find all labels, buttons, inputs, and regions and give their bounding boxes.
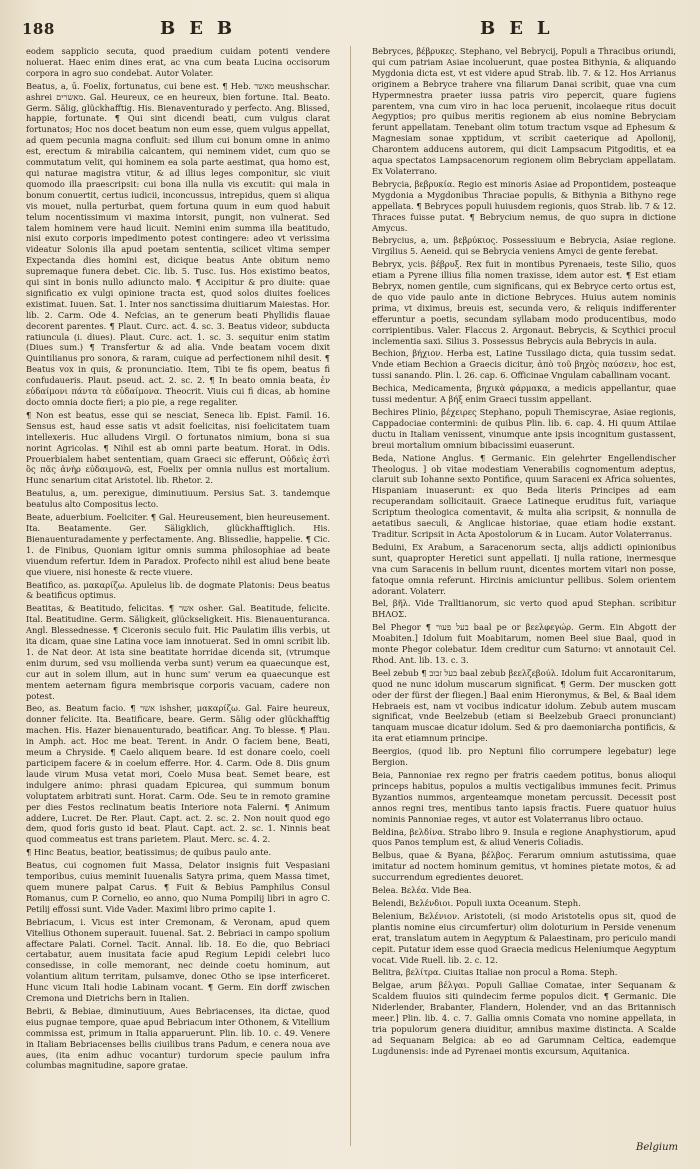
entry-text: Beatitas, & Beatitudo, felicitas. ¶ אשר osher. Gal. Beatitude, felicite. Ital. Beatitudine. Germ. Säligkeit, glückseligkeit. His. Bienauenturanca. Angl. Blessednesse. ¶ Ciceronis seculo fuit. Hic Paulatim illis verbis, ut ita dicam, quae sine Latina voce iam innotuerat. Sed in omni scribit lib. 1. de Nat deor. At ista sine beatitate horridae dicenda sit, (vtrumque enim durum, sed vsu mollienda verba sunt) verum ea quaecunque est, cur aut in solem illum, aut in hunc sum' verum ea quaecunque est mentem aeternam figura membrisque corporis vacuam, cadere non potest. [26, 603, 330, 701]
running-head-left: BEB [160, 18, 247, 39]
running-head-right: BEL [480, 18, 564, 39]
entry-text: Beatus, a, ū. Foelix, fortunatus, cui bene est. ¶ Heb. מאשר meushschar. ashrei מאשרים. Gal. Heureux, ce en heureux, bien fortune. Ital. Beato. Germ. Sälig, glückhafftig. His. Bienaventurado y perfecto. Ang. Blissed, happie, fortunate. ¶ Qui sint dicendi beati, cum vulgus clarat fortunatos; Hoc nos docet beatum non eum esse, quem vulgus appellat, ad quem pecunia magna confluit: sed illum cui bonum omne in animo est, erectum & mirabilia calcantem, qui neminem videt, cum quo se commutatum velit, qui hominem ea sola parte aestimat, qua homo est, qui naturae magistra vtitur, & ad illius leges componitur, sic viuit quomodo illa praescripsit: cui bona illa nulla vis excutit: qui mala in bonum conuertit, certus iudicii, inconcussus, intrepidus, quem si aliqua vis mouet, nulla perturbat, quem fortuna quum in eum quod habuit telum nocentissimum vi maxima intorsit, pungit, non vulnerat. Sed talem hominem vere haud licuit. Nemini enim summa illa beatitudo, nisi exuto corporis impedimento potest contingere: adeo vt verissima videatur Solonis illa apud poetam sententia, scilicet vltima semper Expectanda dies homini est, dicique beatus Ante obitum nemo supremaque funera debet. Cic. lib. 5. Tusc. Ius. Hos existimo beatos, qui sint in bonis nullo adiuncto malo. ¶ Accipitur & pro diuite: quae significatio ex vulgi opinione tracta est, quod solos diuites foelices existimat. Iuuen. Sat. 1. Inter nos sanctissima diuitiarum Maiestas. Hor. lib. 2. Carm. Ode 4. Nefcias, an te generum beati Phyllidis flauae decorent parentes. ¶ Plaut. Curc. act. 4. sc. 3. Beatus videor, subducta ratiuncula (i. diues). Plaut. Curc. act. 1. sc. 3. sequitur enim statim (Diues sum.) ¶ Transfertur & ad alia. Vnde beatam vocem dixit Quintilianus pro sonora, & raram, cuique ad perfectionem nihil desit. ¶ Beatus vox in quis, & pronunciatio. Item, Tibi te fis opem, beatus fi confudaueris. Plaut. pseud. act. 2. sc. 2. ¶ In beato omnia beata, ἐν εὐδαίμονι πάντα τὰ εὐδαίμονα. Theocrit. Viuis cui fi dicas, ab homine docto omnia docte fieri; a pio pie, a rege regaliter. [26, 80, 330, 407]
entry-text: Bebryces, βέβρυκες. Stephano, vel Bebrycij, Populi a Thracibus oriundi, qui cum patriam Asiae incoluerunt, quae postea Bithynia, & aliquando Mygdonia dicta est, vt est videre apud Strab. lib. 7. & 12. Hos Arrianus originem a Bebryce trahere vna filiarum Danai scribit, quae vna cum Hypermnestra praeter iussa patris viro pepercit, quare fugiens parentem, vna cum viro in hac loca peruenit, incolaeque ritus docuit Aegyptios; pro quibus meritis regionem ab eius nomine Bebryciam ferunt appellatam. Tenebant olim totum tractum vsque ad Ephesum & Magnesiam sonae xpptidum, vt scribit caeterique ad Apollonij, Charontem adducens autorem, qui dicit Lampsacum Pitgoditis, et ea aqua spectatos Lampsacenorum regionem olim Bebryciam appellatam. Ex Volaterrano. [372, 46, 676, 176]
entry-text: Beda, Natione Anglus. ¶ Germanic. Ein gelehrter Engellendischer Theologus. ] ob vitae modestiam Venerabilis cognomentum adeptus, claruit sub Iohanne sexto Pontifice, quum Saraceni ex Africa soluentes, Hispaniam inuaserunt: ex quo Beda literis Principes ad eam recuperandam sollicitauit. Graece Latineque eruditus fuit, variaque Scriptum theologica comentavit, & multa alia scripsit, & nonnulla de aetatibus saeculi, & Anglicae historiae, quae etiam hodie exstant. Traditur. Scripsit in Acta Apostolorum & in Lucam. Autor Volaterranus. [372, 452, 676, 539]
entry-text: Beatifico, as. μακαρίζω. Apuleius lib. de dogmate Platonis: Deus beatus & beatificus optimus. [26, 579, 330, 601]
page-number: 188 [22, 20, 55, 38]
entry-text: Belenium, Βελένιον. Aristoteli, (si modo Aristotelis opus sit, quod de plantis nomine eius circumfertur) olim doloturium in Perside venenum erat, translatum autem in Aegyptum & Palaestinam, pro periculo mandi cepit. Putatur idem esse quod Graecia medicus Heleniumque Aegyptum vocat. Vide Ruell. lib. 2. c. 12. [372, 910, 676, 965]
entry-text: Belea. Βελέα. Vide Bea. [372, 885, 472, 896]
entry-text: Bechires Plinio, βέχειρες Stephano, populi Themiscyrae, Asiae regionis, Cappadociae contermini: de quibus Plin. lib. 6. cap. 4. Hi quum Attilae ductu in Italiam venissent, vinumque ante ipsis incognitum gustassent, breui mortalium omnium bibacissimi euaserunt. [372, 407, 676, 450]
entry-text: eodem sapplicio secuta, quod praedium cuidam potenti vendere noluerat. Haec enim dines erat, ac vna cum beata Lucina occisorum corpora in agro suo condebat. Autor Volater. [26, 46, 330, 78]
entry-text: Beatus, cui cognomen fuit Massa, Delator insignis fuit Vespasiani temporibus, cuius meminit Iuuenalis Satyra prima, quem Massa timet, quem munere palpat Carus. ¶ Fuit & Bebius Pamphilus Consul Romanus, cum P. Cornelio, eo anno, quo Numa Pompilij libri in agro C. Petilij effossi sunt. Vide Vader. Maximi libro primo capite 1. [26, 860, 330, 914]
entry-text: Beia, Pannoniae rex regno per fratris caedem potitus, bonus alioqui princeps habitus, populos a multis vectigalibus immunes fecit. Primus Byzantios nummos, argenteamque monetam percussit. Decessit post annos regni tres, mentibus tanto iapsis fractis. Fuere quatuor huius nominis Pannoniae reges, vt autor est Volaterranus libro octauo. [372, 770, 676, 824]
entry-text: Bebriacum, i. Vicus est inter Cremonam, & Veronam, apud quem Vitellius Othonem superauit. Iuuenal. Sat. 2. Bebriaci in campo spolium affectare Palati. Cornel. Tacit. Annal. lib. 18. Eo die, quo Bebriaci certabatur, auem inusitata facie apud Regium Lepidi celebri luco consedisse, in colle memorant, nec deinde coetu hominum, aut volantium alitum territam, pulsamve, donec Otho se ipse interficeret. Hunc vicum Itali hodie Labinam vocant. ¶ Germ. Ein dorff zwischen Cremona und Dietrichs bern in Italien. [26, 916, 330, 1004]
entry-text: Bel, βῆλ. Vide Tralltianorum, sic verto quod apud Stephan. scribitur ΒΗΛΟΣ. [372, 598, 676, 620]
entry-text: Beergios, (quod lib. pro Neptuni filio corrumpere legebatur) lege Bergion. [372, 746, 676, 768]
entry-text: Belitra, βελίτρα. Ciuitas Italiae non procul a Roma. Steph. [372, 967, 618, 978]
entry-text: Beldina, βελδίνα. Strabo libro 9. Insula e regione Anaphystiorum, apud quos Panos templum est, & aliud Veneris Coliadis. [372, 826, 676, 848]
entry-text: Bebrycia, βεβρυκία. Regio est minoris Asiae ad Propontidem, posteaque Mygdonia a Mygdonibus Thraciae populis, & Bithynia a Bithyno rege appellata. ¶ Bebryces populi huiusdem regionis, quos Strab. lib. 7 & 12. Thraces fuisse putat. ¶ Bebrycium nemus, de quo supra in dictione Amycus. [372, 178, 676, 233]
entry-text: Belbus, quae & Byana, βέλβος. Ferarum omnium astutissima, quae imitatur ad noctem hominum gemitus, vt homines pietate motos, & ad succurrendum egredientes deuoret. [372, 850, 676, 883]
entry-text: Bebryx, ycis. βέβρυξ. Rex fuit in montibus Pyrenaeis, teste Silio, quos etiam a Pyrene illius filia nomen traxisse, idem autor est. ¶ Est etiam Bebryx, nomen gentile, cum significans, qui ex Bebryce certo ortus est, de quo vide paulo ante in dictione Bebryces. Huius autem nominis prima, vt diximus, breuis est, secunda vero, & reliquis indifferenter efferuntur a poetis, secundam syllabam modo producentibus, modo corripientibus. Valer. Flaccus 2. Argonaut. Bebrycis, & Scythici procul inclementia saxi. Silius 3. Possessus Bebrycis aula Bebrycis in aula. [372, 259, 676, 346]
entry-text: Bebrycius, a, um. βεβρύκιος. Possessiuum e Bebrycia, Asiae regione. Virgilius 5. Aeneid. qui se Bebrycia veniens Amyci de gente ferebat. [372, 235, 676, 257]
entry-text: Beatulus, a, um. perexigue, diminutiuum. Persius Sat. 3. tandemque beatulus alto Compositus lecto. [26, 488, 330, 510]
entry-text: Beo, as. Beatum facio. ¶ אשר ishsher, μακαρίζω. Gal. Faire heureux, donner felicite. Ita. Beatificare, beare. Germ. Sälig oder glückhafftig machen. His. Hazer bienauenturado, beatificar. Ang. To blesse. ¶ Plau. in Amph. act. Hoc me beat. Terent. in Andr. O faciem bene, Beati, meum a Chryside. ¶ Caelo aliquem beare. Id est donare coelo, coeli participem facere & in coelum efferre. Hor. 4. Carm. Ode 8. Diis gnum laude virum Musa vetat mori, Coelo Musa beat. Semet beare, est indulgere animo: phrasi quadam Epicurea, qui summum bonum voluptatem arbitrati sunt. Horat. Carm. Ode. Seu te in remoto gramine per dies Festos reclinatum beatis Interiore nota Falerni. ¶ Animum addere, Lucret. De Rer. Plaut. Capt. act. 2. sc. 2. Non nouit quod ego dem, quod foris gusto id beat. Plaut. Capt. act. 2. sc. 1. Ninnis beat quod commeatus est trans parietem. Plaut. Merc. sc. 4. 2. [26, 703, 330, 845]
catchword: Belgium [636, 1142, 678, 1153]
entry-text: Beate, aduerbium. Foeliciter. ¶ Gal. Heureusement, bien heureusement. Ita. Beatamente. Ger. Säligklich, glückhafftiglich. His. Bienauenturadamente y perfectamente. Ang. Blissedlie, happelie. ¶ Cic. 1. de Finibus, Quoniam igitur omnis summa philosophiae ad beate viuendum refertur. Idem in Paradox. Profecto nihil est aliud bene beate que viuere, nisi honeste & recte viuere. [26, 512, 330, 577]
entry-text: Belendi, Βελένδιοι. Populi iuxta Oceanum. Steph. [372, 897, 581, 908]
entry-text: Bel Phegor ¶ בעל פעור baal pe or βεελφεγώρ. Germ. Ein Abgott der Moabiten.] Idolum fuit Moabitarum, nomen Beel siue Baal, quod in monte Phegor colebatur. Idem creditur cum Saturno: vt annotauit Cel. Rhod. Ant. lib. 13. c. 3. [372, 622, 676, 665]
right-column [372, 46, 676, 1154]
entry-text: Bechica, Medicamenta, βηχικὰ φάρμακα, a medicis appellantur, quae tussi medentur. A βήξ enim Graeci tussim appellant. [372, 383, 676, 405]
entry-text: Bechion, βήχιον. Herba est, Latine Tussilago dicta, quia tussim sedat. Vnde etiam Bechion a Graecis dicitur, ἀπὸ τοῦ βηχὸς παύσειν, hoc est, tussi sanando. Plin. l. 26. cap. 6. Officinae Vngulam caballinam vocant. [372, 348, 676, 381]
entry-text: Bebrii, & Bebiae, diminutiuum, Aues Bebriacenses, ita dictae, quod eius pugnae tempore, quae apud Bebriacum inter Othonem, & Vitellium commissa est, primum in Italia apparuerunt. Plin. lib. 10. c. 49. Venere in Italiam Bebriacenses bellis ciuilibus trans Padum, e cenera noua ave aues, (ita enim adhuc vocantur) turdorum specie paulum infra columbas magnitudine, sapore gratae. [26, 1005, 330, 1071]
entry-text: ¶ Hinc Beatus, beatior, beatissimus; de quibus paulo ante. [26, 847, 272, 858]
entry-text: Beduini, Ex Arabum, a Saracenorum secta, alijs addicti opinionibus sunt, quapropter Heretici sunt appellati. Ij nulla ratione, inermesque vna cum Saracenis in bellum ruunt, dicentes mortem vitari non posse, fatoque omnia referunt. Hircinis amiciuntur pellibus. Solem orientem adorant. Volaterr. [372, 541, 676, 596]
page-header [0, 14, 700, 46]
left-column [26, 46, 330, 1154]
entry-text: ¶ Non est beatus, esse qui se nesciat, Seneca lib. Epist. Famil. 16. Sensus est, haud esse satis vt adsit foelicitas, nisi foelicitatem tuam intellexeris. Huc alludens Virgil. O fortunatos nimium, bona si sua norint Agricolas. ¶ Nihil est ab omni parte beatum. Horat. in Odis. Prouerbialem habet sententiam, quam Graeci sic efferunt, Οὐδεὶς ἐστὶ ὃς πᾶς ἀνὴρ εὐδαιμονῶ, est, Foelix per omnia nullus est mortalium. Hunc senarium citat Aristotel. lib. Rhetor. 2. [26, 409, 330, 486]
entry-text: Belgae, arum βέλγαι. Populi Galliae Comatae, inter Sequanam & Scaldem fluuios siti quindecim ferme populos dicit. ¶ Germanic. Die Niderlender, Brabanter, Flandern, Holender, vnd an das Britannisch meer.] Plin. lib. 4. c. 7. Gallia omnis Comata vno nomine appellata, in tria populorum genera diuiditur, amnibus maxime distincta. A Scalde ad Sequanam Belgica: ab eo ad Garumnam Celtica, eademque Lugdunensis: inde ad Pyrenaei montis excursum, Aquitanica. [372, 980, 676, 1056]
entry-text: Beel zebub ¶ בעל זבוב baal zebub βεελζεβούλ. Idolum fuit Accaronitarum, quod ne nunc idolum muscarum significat. ¶ Germ. Der muscken gott oder der fürst der fliegen.] Baal enim Hieronymus, & Bel, & Baal idem Hebraeis est, nam vt vocibus indicatur idolum. Zebub autem muscam significat, vnde Beelzebub (etiam si Beelzebub Graeci pronunciant) tanquam muscae dicatur idolum. Sed & pro daemoniarcha pontificis, & ita erat etiamnum principe. [372, 667, 676, 744]
column-divider [350, 46, 351, 1146]
